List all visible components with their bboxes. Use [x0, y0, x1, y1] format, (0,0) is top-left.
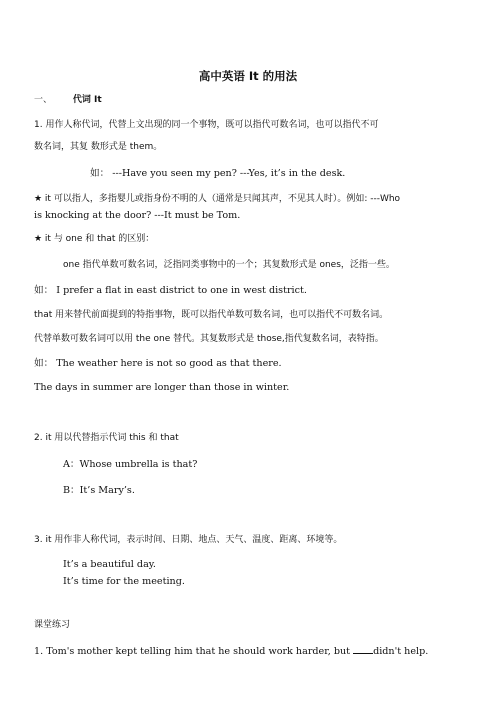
star-note-2-line-1: ★ it 与 one 和 that 的区别： [34, 234, 155, 244]
star-note-2-line-6: 如： The weather here is not so good as that there. [34, 358, 282, 369]
answer-blank [353, 644, 373, 654]
section-number: 一、 [34, 95, 53, 105]
question-1-text-before: 1. Tom's mother kept telling him that he should work harder, but [34, 646, 354, 657]
paragraph-1-line-1: 1. 用作人称代词，代替上文出现的同一个事物，既可以指代可数名词，也可以指代不可 [34, 120, 379, 130]
paragraph-2-line-1: 2. it 用以代替指示代词 this 和 that [34, 433, 179, 443]
star-note-1-line-2: is knocking at the door? ---It must be Tom. [34, 210, 241, 221]
star-note-2-line-2: one 指代单数可数名词，泛指同类事物中的一个；其复数形式是 ones，泛指一些。 [63, 260, 395, 270]
star-note-2-line-7: The days in summer are longer than those in winter. [34, 382, 290, 393]
section-title: 代词 It [72, 95, 102, 105]
paragraph-1-line-2: 数名词，其复 数形式是 them。 [34, 142, 163, 152]
section-heading [34, 94, 466, 107]
star-note-1-line-1: ★ it 可以指人，多指婴儿或指身份不明的人（通常是只闻其声，不见其人时）。例如: ---Who [34, 194, 401, 204]
practice-heading: 课堂练习 [34, 620, 71, 630]
question-1-text-after: didn't help. [373, 646, 429, 657]
paragraph-1-example: 如： ---Have you seen my pen? ---Yes, it’s in the desk. [90, 168, 346, 179]
page-title: 高中英语 It 的用法 [198, 69, 298, 83]
star-note-2-line-3: 如： I prefer a flat in east district to one in west district. [34, 285, 307, 296]
star-note-2-line-4: that 用来替代前面提到的特指事物，既可以指代单数可数名词，也可以指代不可数名词。 [34, 310, 389, 320]
paragraph-2-line-2: A：Whose umbrella is that? [63, 459, 198, 470]
paragraph-3-line-2: It’s a beautiful day. [63, 559, 156, 570]
practice-question-1 [34, 644, 466, 658]
paragraph-3-line-3: It’s time for the meeting. [63, 576, 185, 587]
paragraph-2-line-3: B：It’s Mary’s. [63, 485, 135, 496]
paragraph-3-line-1: 3. it 用作非人称代词，表示时间、日期、地点、天气、温度、距离、环境等。 [34, 535, 343, 545]
star-note-2-line-5: 代替单数可数名词可以用 the one 替代。其复数形式是 those,指代复数名词，表特指。 [34, 334, 384, 344]
